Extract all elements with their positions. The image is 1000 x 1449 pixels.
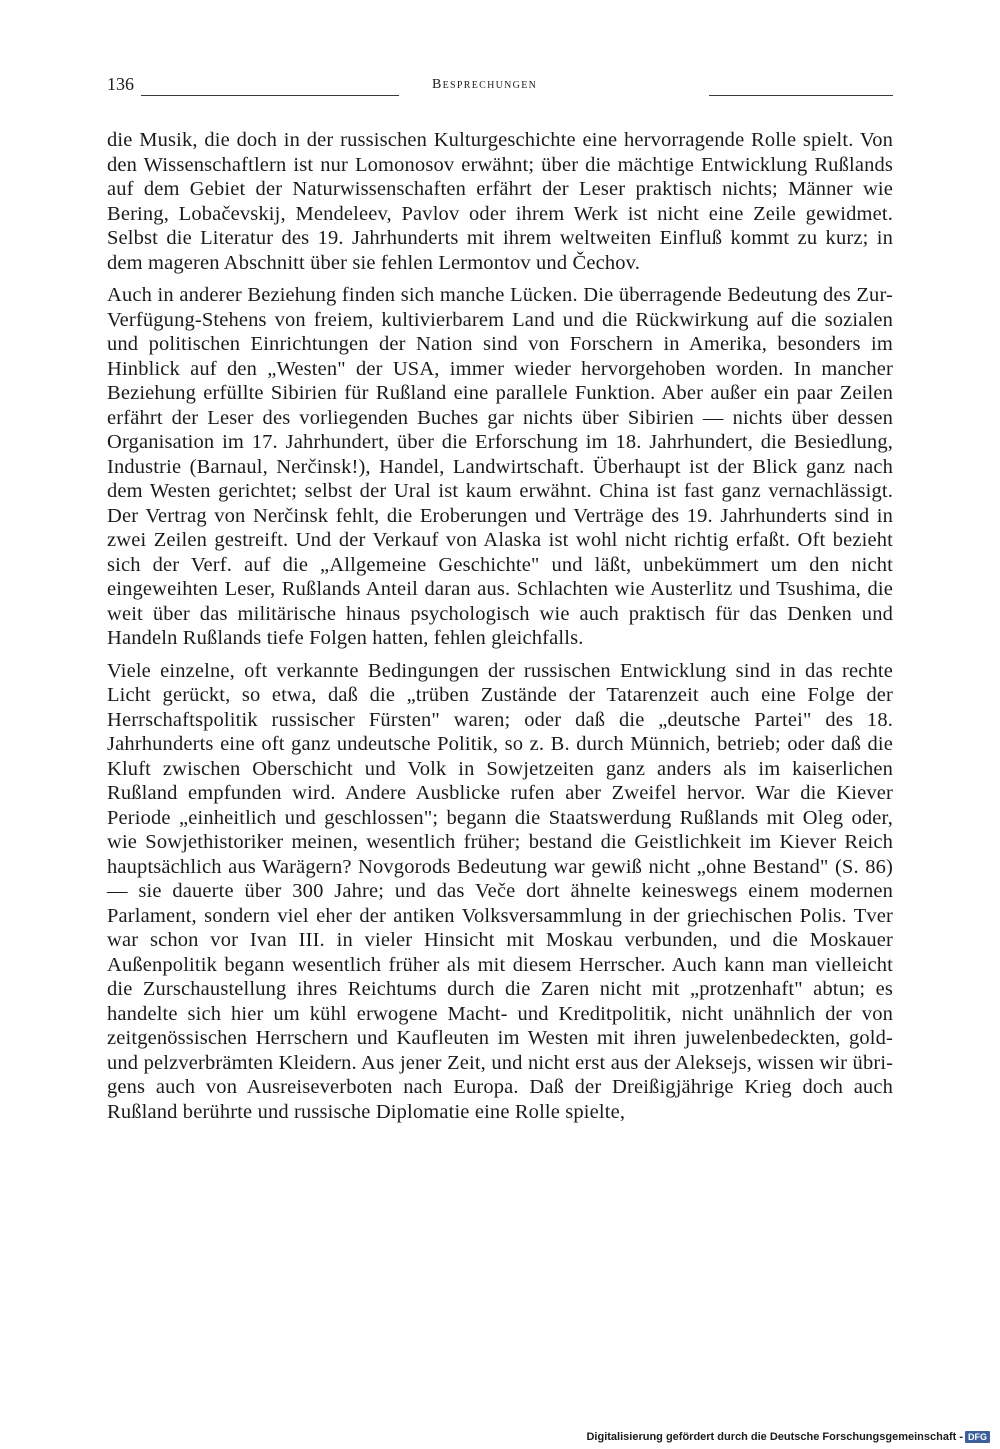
digitization-credit <box>586 1431 990 1443</box>
page-number: 136 <box>107 74 134 94</box>
paragraph-1: die Musik, die doch in der russischen Kulturgeschichte eine hervorragende Rolle spielt. Von den Wissenschaftlern ist nur Lomonosov erwähnt; über die mächtige Entwicklung Rußlands auf dem Gebiet der Naturwissenschaften erfährt der Leser praktisch nichts; Männer wie Bering, Lobačevskij, Mendeleev, Pavlov oder ihrem Werk ist nicht eine Zeile gewidmet. Selbst die Literatur des 19. Jahrhunderts mit ihrem weltweiten Einfluß kommt zu kurz; in dem mageren Abschnitt über sie fehlen Lermontov und Čechov. <box>107 129 893 274</box>
dfg-logo: DFG <box>965 1431 990 1443</box>
header-rule-right <box>709 95 893 96</box>
page-header <box>107 74 893 102</box>
header-rule-left <box>141 95 399 96</box>
paragraph-2: Auch in anderer Beziehung finden sich manche Lücken. Die überragende Bedeutung des Zur-Verfügung-Stehens von freiem, kultivierbarem Land und die Rückwirkung auf die sozialen und politischen Einrichtungen der Nation sind von Forschern in Amerika, besonders im Hinblick auf den „Westen" der USA, immer wieder hervorgehoben worden. In mancher Beziehung erfüllte Sibirien für Rußland eine parallele Funktion. Aber außer ein paar Zeilen erfährt der Leser des vorliegenden Buches gar nichts über Sibirien — nichts über dessen Organisation im 17. Jahrhundert, über die Erforschung im 18. Jahrhundert, die Besiedlung, Industrie (Barnaul, Nerčinsk!), Handel, Landwirtschaft. Überhaupt ist der Blick ganz nach dem Westen gerichtet; selbst der Ural ist kaum erwähnt. China ist fast ganz vernachlässigt. Der Vertrag von Nerčinsk fehlt, die Eroberungen und Verträge des 19. Jahrhunderts sind in zwei Zeilen gestreift. Und der Verkauf von Alaska ist wohl nicht richtig erfaßt. Oft bezieht sich der Verf. auf die „Allgemeine Geschichte" und läßt, unbekümmert um den nicht eingeweihten Leser, Rußlands Anteil daran aus. Schlachten wie Austerlitz und Tsushima, die weit über das militärische hinaus psychologisch wie auch praktisch für das Denken und Handeln Rußlands tiefe Folgen hatten, fehlen gleichfalls. <box>107 284 893 649</box>
paragraph-3: Viele einzelne, oft verkannte Bedingungen der russischen Entwicklung sind in das rechte Licht gerückt, so etwa, daß die „trüben Zustände der Tatarenzeit auch eine Folge der Herrschaftspolitik russischer Fürsten" waren; oder daß die „deutsche Partei" des 18. Jahrhunderts eine oft ganz undeutsche Politik, so z. B. durch Münnich, betrieb; oder daß die Kluft zwischen Oberschicht und Volk in Sowjetzeiten ganz anders als im kaiserlichen Rußland empfunden wird. Andere Ausblicke rufen aber Zweifel hervor. War die Kiever Periode „einheitlich und geschlossen"; begann die Staatswerdung Rußlands mit Oleg oder, wie Sowjethistoriker meinen, wesentlich früher; bestand die Geistlichkeit im Kiever Reich hauptsächlich aus Warägern? Novgorods Bedeutung war gewiß nicht „ohne Bestand" (S. 86) — sie dauerte über 300 Jahre; und das Veče dort ähnelte keineswegs einem modernen Parlament, sondern viel eher der antiken Volksversammlung in der griechischen Polis. Tver war schon vor Ivan III. in vieler Hinsicht mit Moskau verbunden, und die Moskauer Außenpolitik begann wesentlich früher als mit diesem Herrscher. Auch kann man vielleicht die Zurschaustellung ihres Reichtums durch die Zaren nicht mit „protzenhaft" abtun; es handelte sich hier um kühl erwogene Macht- und Kreditpolitik, nicht unähnlich der von zeitgenössischen Herrschern und Kaufleuten im Westen mit ihren juwelenbedeckten, gold- und pelzverbrämten Kleidern. Aus jener Zeit, und nicht erst aus der Aleksejs, wissen wir übrigens auch von Ausreiseverboten nach Europa. Daß der Dreißigjährige Krieg doch auch Rußland berührte und russische Diplomatie eine Rolle spielte, <box>107 659 893 1123</box>
credit-text: Digitalisierung gefördert durch die Deutsche Forschungsgemeinschaft - <box>586 1431 963 1443</box>
running-title: Besprechungen <box>432 77 538 92</box>
body-text <box>107 128 893 1132</box>
